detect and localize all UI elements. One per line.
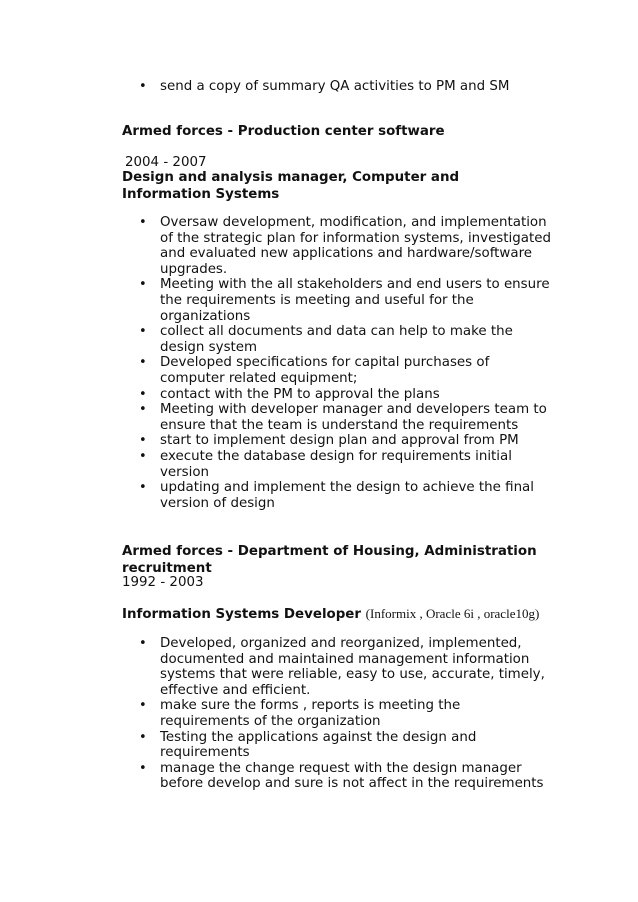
list-item: • Developed, organized and reorganized, implemented, documented and maintained management information systems that were reliable, easy to use, accurate, timely, effective and efficient.	[122, 636, 552, 698]
list-item: • make sure the forms , reports is meeting the requirements of the organization	[122, 698, 552, 729]
list-item: • Meeting with the all stakeholders and end users to ensure the requirements is meeting and useful for the organizations	[122, 277, 552, 324]
job1-employer: Armed forces - Production center software	[122, 124, 445, 139]
job2-title-note: (Informix , Oracle 6i , oracle10g)	[365, 606, 540, 621]
job2-title-line	[122, 605, 562, 623]
list-item: • send a copy of summary QA activities to PM and SM	[122, 79, 552, 95]
list-item: • Meeting with developer manager and developers team to ensure that the team is understand the requirements	[122, 402, 552, 433]
list-item: • start to implement design plan and approval from PM	[122, 433, 552, 449]
list-item: • updating and implement the design to achieve the final version of design	[122, 480, 552, 511]
list-item: • Testing the applications against the design and requirements	[122, 730, 552, 761]
top-bullet-list	[122, 79, 552, 95]
job2-bullet-list	[122, 636, 552, 792]
list-item: • Developed specifications for capital purchases of computer related equipment;	[122, 355, 552, 386]
job2-title: Information Systems Developer	[122, 607, 361, 622]
job1-title: Design and analysis manager, Computer and Information Systems	[122, 170, 460, 202]
list-item: • execute the database design for requirements initial version	[122, 449, 552, 480]
job1-bullet-list	[122, 215, 552, 511]
list-item: • manage the change request with the design manager before develop and sure is not affect in the requirements	[122, 761, 552, 792]
list-item: • Oversaw development, modification, and implementation of the strategic plan for information systems, investigated and evaluated new applications and hardware/software upgrades.	[122, 215, 552, 277]
job2-employer: Armed forces - Department of Housing, Administration recruitment	[122, 544, 537, 576]
list-item: • collect all documents and data can help to make the design system	[122, 324, 552, 355]
job1-dates: 2004 - 2007	[125, 155, 207, 170]
job2-dates: 1992 - 2003	[122, 575, 204, 590]
list-item: • contact with the PM to approval the plans	[122, 387, 552, 403]
